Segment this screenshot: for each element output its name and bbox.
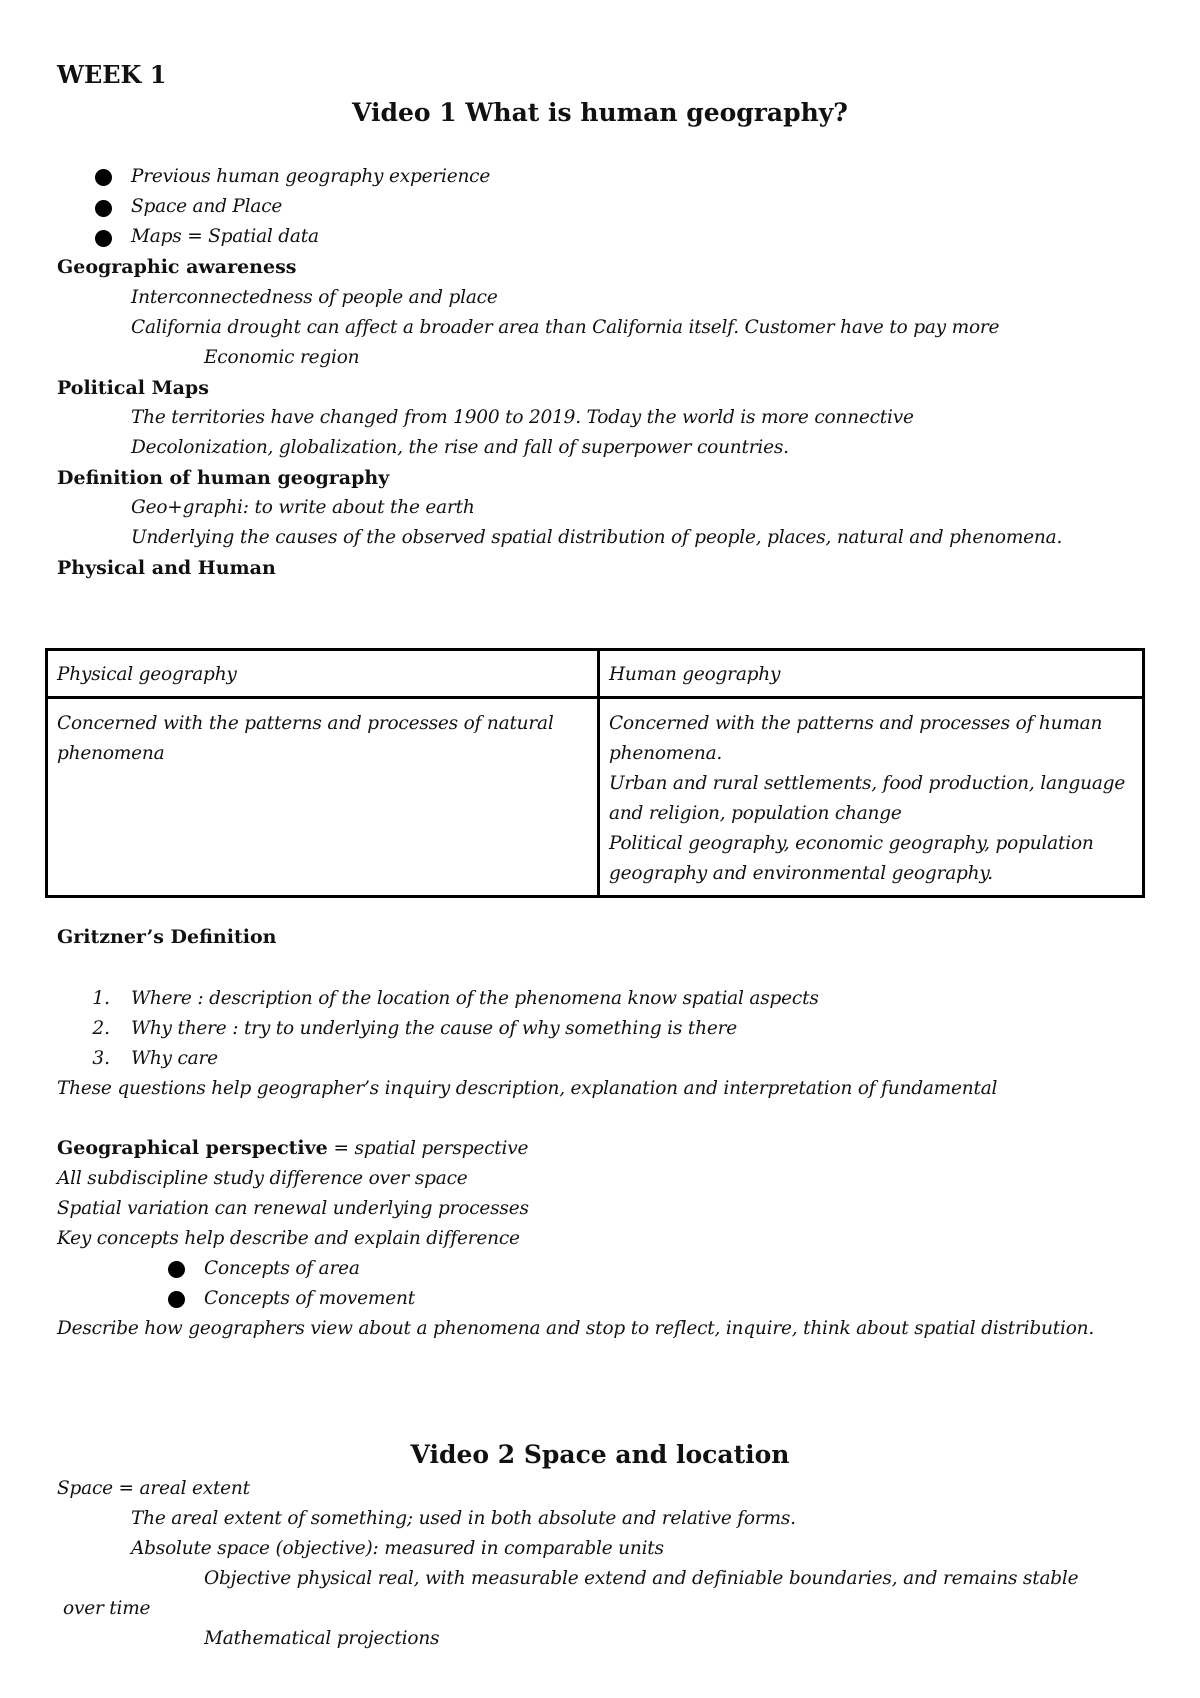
list-number: 2. xyxy=(92,1018,110,1039)
space-detail-line: The areal extent of something; used in both absolute and relative forms. xyxy=(131,1508,796,1529)
table-cell-line: geography and environmental geography. xyxy=(609,863,993,884)
perspective-line: Key concepts help describe and explain difference xyxy=(57,1228,520,1249)
space-detail-line: Absolute space (objective): measured in comparable units xyxy=(131,1538,664,1559)
perspective-line: Spatial variation can renewal underlying processes xyxy=(57,1198,529,1219)
definition-line: Underlying the causes of the observed spatial distribution of people, places, natural and phenomena. xyxy=(131,527,1063,548)
perspective-heading: Geographical perspective xyxy=(57,1137,328,1159)
table-row xyxy=(47,698,1144,897)
projections-line: Mathematical projections xyxy=(204,1628,440,1649)
geographic-awareness-line: California drought can affect a broader area than California itself. Customer have to pay more xyxy=(131,317,1000,338)
list-number: 1. xyxy=(92,988,110,1009)
bullet-icon xyxy=(168,1291,185,1308)
table-cell-line: Urban and rural settlements, food production, language xyxy=(609,773,1126,794)
geography-comparison-table xyxy=(45,648,1145,898)
intro-bullet-item: Space and Place xyxy=(131,196,283,217)
bullet-icon xyxy=(95,200,112,217)
video1-title: Video 1 What is human geography? xyxy=(352,98,848,127)
geographic-awareness-subline: Economic region xyxy=(204,347,360,368)
table-cell-line: Concerned with the patterns and processes of natural xyxy=(57,713,554,734)
table-cell-line: Concerned with the patterns and processes of human xyxy=(609,713,1103,734)
political-maps-heading: Political Maps xyxy=(57,377,209,399)
table-header-row xyxy=(47,650,1144,698)
perspective-bullet-item: Concepts of area xyxy=(204,1258,360,1279)
table-cell-line: and religion, population change xyxy=(609,803,902,824)
gritzner-list-item: Why care xyxy=(131,1048,218,1069)
bullet-icon xyxy=(95,169,112,186)
perspective-line: All subdiscipline study difference over space xyxy=(57,1168,468,1189)
table-cell-line: phenomena. xyxy=(609,743,723,764)
political-maps-line: Decolonization, globalization, the rise and fall of superpower countries. xyxy=(131,437,789,458)
table-cell-physical xyxy=(47,698,599,897)
video2-title: Video 2 Space and location xyxy=(410,1440,790,1469)
bullet-icon xyxy=(95,230,112,247)
intro-bullet-item: Maps = Spatial data xyxy=(131,226,319,247)
perspective-bullet-item: Concepts of movement xyxy=(204,1288,415,1309)
geographic-awareness-heading: Geographic awareness xyxy=(57,256,297,278)
gritzner-heading: Gritzner’s Definition xyxy=(57,926,277,948)
table-cell-human xyxy=(599,698,1144,897)
definition-heading: Definition of human geography xyxy=(57,467,390,489)
gritzner-note: These questions help geographer’s inquiry description, explanation and interpretation of fundamental xyxy=(57,1078,998,1099)
perspective-closing: Describe how geographers view about a phenomena and stop to reflect, inquire, think about spatial distribution. xyxy=(57,1318,1095,1339)
table-header-cell: Human geography xyxy=(599,650,1144,698)
table-header-cell: Physical geography xyxy=(47,650,599,698)
table-cell-line: Political geography, economic geography, population xyxy=(609,833,1094,854)
table-cell-line: phenomena xyxy=(57,743,165,764)
objective-line-continuation: over time xyxy=(63,1598,151,1619)
objective-line: Objective physical real, with measurable extend and definiable boundaries, and remains stable xyxy=(204,1568,1079,1589)
week-heading: WEEK 1 xyxy=(57,60,167,89)
intro-bullet-item: Previous human geography experience xyxy=(131,166,491,187)
political-maps-line: The territories have changed from 1900 to 2019. Today the world is more connective xyxy=(131,407,914,428)
gritzner-list-item: Why there : try to underlying the cause of why something is there xyxy=(131,1018,737,1039)
perspective-heading-suffix: = spatial perspective xyxy=(327,1138,529,1159)
space-line: Space = areal extent xyxy=(57,1478,250,1499)
perspective-heading-line xyxy=(57,1137,528,1159)
physical-and-human-heading: Physical and Human xyxy=(57,557,276,579)
gritzner-list-item: Where : description of the location of the phenomena know spatial aspects xyxy=(131,988,819,1009)
geographic-awareness-line: Interconnectedness of people and place xyxy=(131,287,498,308)
list-number: 3. xyxy=(92,1048,110,1069)
bullet-icon xyxy=(168,1261,185,1278)
definition-line: Geo+graphi: to write about the earth xyxy=(131,497,475,518)
